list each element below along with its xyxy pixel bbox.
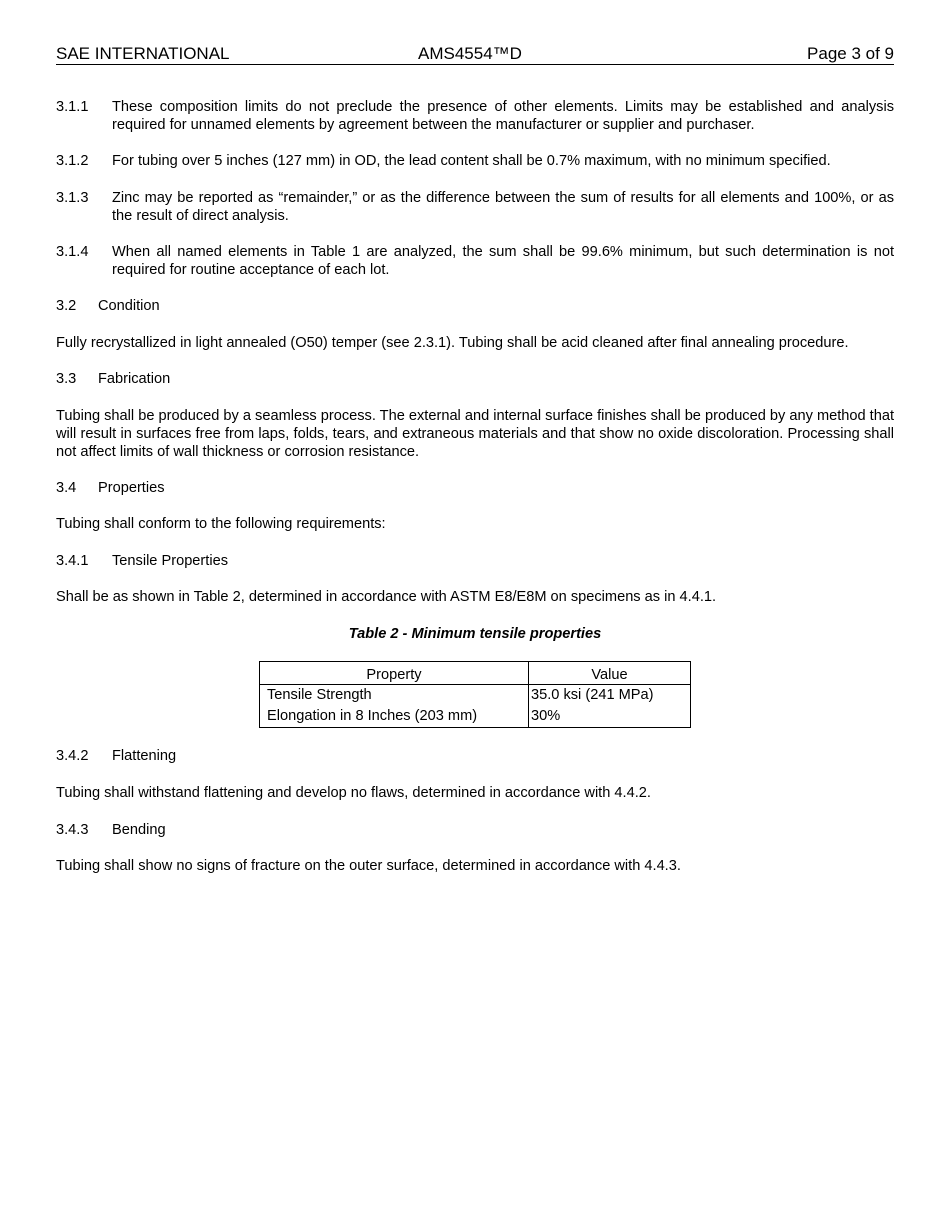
section-heading-3-2 [56, 297, 894, 315]
clause-number: 3.1.1 [56, 99, 89, 115]
clause-3-1-3 [56, 189, 894, 225]
section-body-3-4: Tubing shall conform to the following requirements: [56, 516, 386, 532]
table-2-caption: Table 2 - Minimum tensile properties [348, 626, 602, 642]
cell-value: 30% [529, 706, 691, 728]
table-row [260, 685, 691, 707]
section-heading-3-3 [56, 370, 894, 388]
clause-number: 3.1.2 [56, 153, 89, 169]
section-number: 3.2 [56, 298, 77, 314]
cell-property: Tensile Strength [260, 685, 529, 707]
section-title: Tensile Properties [112, 553, 228, 569]
header-organization: SAE INTERNATIONAL [56, 44, 230, 63]
section-number: 3.3 [56, 371, 77, 387]
clause-text: Zinc may be reported as “remainder,” or as the difference between the sum of results for all elements and 100%, or as the result of direct analysis. [112, 190, 894, 224]
cell-property: Elongation in 8 Inches (203 mm) [260, 706, 529, 728]
section-number: 3.4.2 [56, 748, 89, 764]
clause-text: When all named elements in Table 1 are analyzed, the sum shall be 99.6% minimum, but such determination is not required for routine acceptance of each lot. [112, 244, 894, 278]
clause-3-1-4 [56, 243, 894, 279]
clause-text: These composition limits do not preclude the presence of other elements. Limits may be established and analysis required for unnamed elements by agreement between the manufacturer or supplier and purchaser. [112, 99, 894, 133]
section-heading-3-4-3 [56, 821, 894, 839]
section-heading-3-4-1 [56, 552, 894, 570]
section-title: Flattening [112, 748, 177, 764]
cell-value: 35.0 ksi (241 MPa) [529, 685, 691, 707]
header-document-number: AMS4554™D [418, 44, 522, 63]
clause-3-1-2 [56, 152, 894, 170]
header-page-number: Page 3 of 9 [807, 44, 894, 63]
section-number: 3.4.1 [56, 553, 89, 569]
section-body-3-4-2: Tubing shall withstand flattening and develop no flaws, determined in accordance with 4.4.2. [56, 785, 651, 801]
clause-number: 3.1.4 [56, 244, 89, 260]
column-header-value: Value [529, 662, 691, 685]
column-header-property: Property [260, 662, 529, 685]
clause-number: 3.1.3 [56, 190, 89, 206]
section-body-3-4-3: Tubing shall show no signs of fracture on the outer surface, determined in accordance with 4.4.3. [56, 858, 681, 874]
table-row [260, 706, 691, 728]
section-title: Condition [98, 298, 160, 314]
section-heading-3-4 [56, 479, 894, 497]
clause-3-1-1 [56, 98, 894, 134]
section-body-3-3: Tubing shall be produced by a seamless process. The external and internal surface finishes shall be produced by any method that will result in surfaces free from laps, folds, tears, and extraneous materials and that show no oxide discoloration. Processing shall not affect limits of wall thickness or corrosion resistance. [56, 408, 895, 460]
section-number: 3.4.3 [56, 822, 89, 838]
table-header-row [260, 662, 691, 685]
section-title: Properties [98, 480, 165, 496]
clause-text: For tubing over 5 inches (127 mm) in OD, the lead content shall be 0.7% maximum, with no minimum specified. [112, 153, 831, 169]
table-2-tensile-properties [259, 661, 691, 728]
page-header [56, 44, 894, 65]
section-body-3-2: Fully recrystallized in light annealed (O50) temper (see 2.3.1). Tubing shall be acid cleaned after final annealing procedure. [56, 335, 849, 351]
section-body-3-4-1: Shall be as shown in Table 2, determined in accordance with ASTM E8/E8M on specimens as in 4.4.1. [56, 589, 717, 605]
section-title: Bending [112, 822, 166, 838]
section-number: 3.4 [56, 480, 77, 496]
section-heading-3-4-2 [56, 747, 894, 765]
section-title: Fabrication [98, 371, 171, 387]
